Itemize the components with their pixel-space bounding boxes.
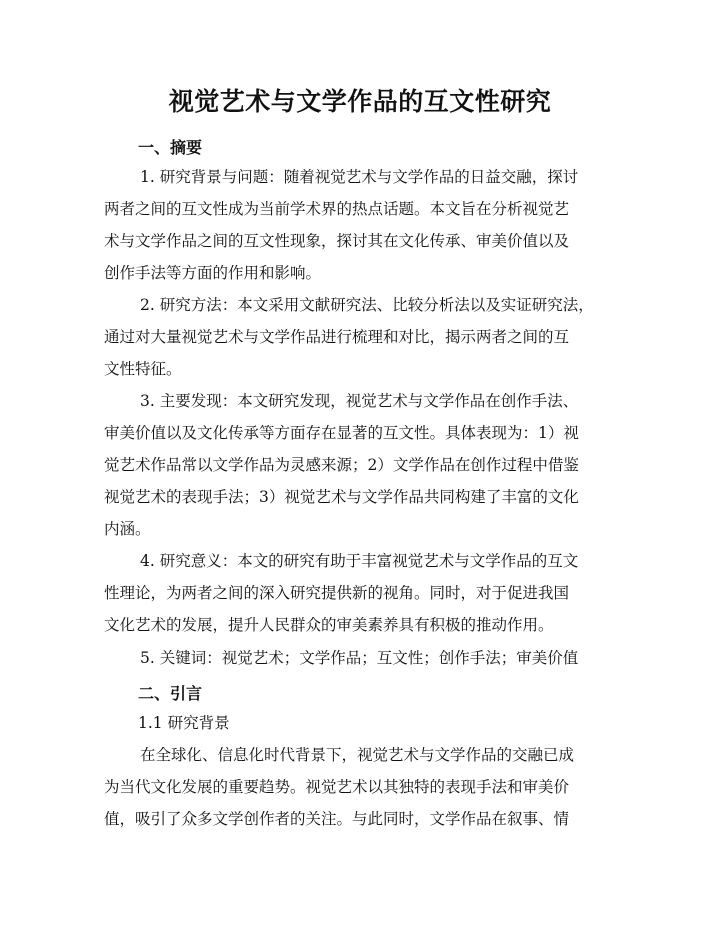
paragraph-line: 通过对大量视觉艺术与文学作品进行梳理和对比，揭示两者之间的互: [104, 328, 570, 346]
paragraph-line: 文化艺术的发展，提升人民群众的审美素养具有积极的推动作用。: [104, 616, 554, 634]
paragraph-line: 内涵。: [104, 520, 151, 538]
paragraph-line: 值，吸引了众多文学创作者的关注。与此同时，文学作品在叙事、情: [104, 810, 570, 828]
paragraph-line: 在全球化、信息化时代背景下，视觉艺术与文学作品的交融已成: [140, 746, 575, 764]
keywords-line: 5. 关键词：视觉艺术；文学作品；互文性；创作手法；审美价值: [140, 649, 579, 667]
paragraph-line: 3. 主要发现：本文研究发现，视觉艺术与文学作品在创作手法、: [140, 392, 579, 410]
paragraph-line: 觉艺术作品常以文学作品为灵感来源；2）文学作品在创作过程中借鉴: [104, 456, 579, 474]
paragraph-line: 性理论，为两者之间的深入研究提供新的视角。同时，对于促进我国: [104, 584, 570, 602]
section-heading-abstract: 一、摘要: [138, 138, 203, 157]
section-heading-introduction: 二、引言: [138, 684, 203, 703]
paragraph-line: 创作手法等方面的作用和影响。: [104, 264, 322, 282]
paragraph-line: 1. 研究背景与问题：随着视觉艺术与文学作品的日益交融，探讨: [140, 168, 579, 186]
paragraph-line: 2. 研究方法：本文采用文献研究法、比较分析法以及实证研究法，: [140, 296, 594, 314]
paragraph-line: 视觉艺术的表现手法；3）视觉艺术与文学作品共同构建了丰富的文化: [104, 488, 579, 506]
document-title: 视觉艺术与文学作品的互文性研究: [168, 87, 552, 116]
paragraph-line: 文性特征。: [104, 360, 182, 378]
paragraph-line: 术与文学作品之间的互文性现象，探讨其在文化传承、审美价值以及: [104, 232, 570, 250]
subsection-heading: 1.1 研究背景: [138, 714, 230, 732]
paragraph-line: 为当代文化发展的重要趋势。视觉艺术以其独特的表现手法和审美价: [104, 778, 570, 796]
paragraph-line: 审美价值以及文化传承等方面存在显著的互文性。具体表现为：1）视: [104, 424, 579, 442]
paragraph-line: 两者之间的互文性成为当前学术界的热点话题。本文旨在分析视觉艺: [104, 200, 570, 218]
paragraph-line: 4. 研究意义：本文的研究有助于丰富视觉艺术与文学作品的互文: [140, 552, 579, 570]
